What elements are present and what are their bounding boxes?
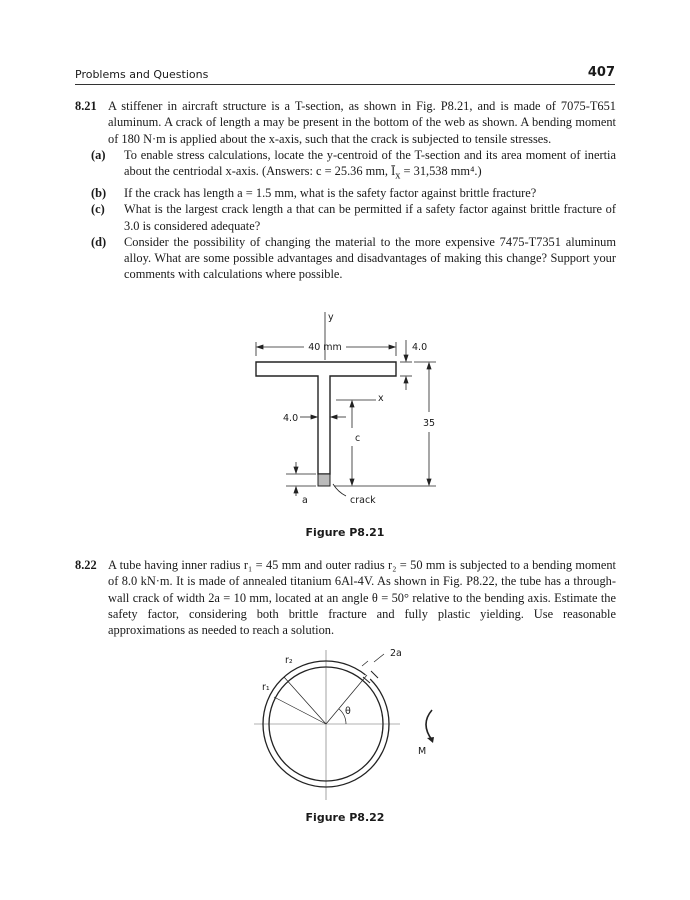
crack-region	[318, 474, 330, 486]
label-width: 40 mm	[308, 342, 342, 353]
part-label: (d)	[91, 234, 107, 249]
label-r1: r₁	[262, 682, 270, 693]
problem-statement: A stiffener in aircraft structure is a T-section, as shown in Fig. P8.21, and is made of 7075-T651 aluminum. A crack of length a may be present in the bottom of the web as shown. A bending moment of 180 N·m is applied about the x-axis, such that the crack is subjected to tensile stresses.	[108, 99, 616, 146]
figure-caption-p8-21: Figure P8.21	[305, 526, 385, 539]
part-text: Consider the possibility of changing the material to the more expensive 7475-T7351 aluminum alloy. What are some possible advantages and disadvantages of making this change? Support your comments with calculations where possible.	[124, 234, 616, 282]
problem-8-22	[75, 557, 616, 638]
figure-p8-22	[245, 645, 445, 805]
problem-number: 8.21	[75, 99, 97, 113]
r1-leader	[274, 697, 326, 724]
moment-arrowhead	[427, 737, 434, 743]
label-y: y	[328, 312, 334, 323]
part-label: (c)	[91, 202, 105, 217]
problem-8-21	[75, 98, 616, 283]
part-d	[75, 234, 616, 283]
part-c	[75, 201, 616, 234]
problem-statement: A tube having inner radius r₁ = 45 mm and outer radius r₂ = 50 mm is subjected to a bending moment of 8.0 kN·m. It is made of annealed titanium 6Al-4V. As shown in Fig. P8.22, the tube has a through-wall crack of width 2a = 10 mm, located at an angle θ = 50° relative to the bending axis. Estimate the safety factor, considering both brittle fracture and fully plastic yielding. Use reasonable approximations as needed to reach a solution.	[108, 558, 616, 638]
part-text: What is the largest crack length a that can be permitted if a safety factor against brittle fracture of 3.0 is considered adequate?	[124, 202, 616, 233]
t-section-outline	[256, 362, 396, 474]
label-flange-thickness: 4.0	[412, 342, 428, 353]
label-theta: θ	[345, 706, 351, 717]
problem-parts	[75, 147, 616, 283]
label-2a: 2a	[390, 648, 402, 659]
label-moment: M	[418, 746, 427, 757]
part-a	[75, 147, 616, 185]
page-number: 407	[587, 65, 615, 80]
label-crack: crack	[350, 495, 376, 506]
figure-p8-21	[245, 305, 445, 513]
label-x: x	[378, 393, 384, 404]
figure-caption-p8-22: Figure P8.22	[305, 811, 385, 824]
label-a: a	[302, 495, 308, 506]
moment-arrow	[426, 710, 432, 740]
part-label: (a)	[91, 147, 106, 162]
label-c: c	[355, 433, 361, 444]
part-label: (b)	[91, 185, 107, 200]
part-b	[75, 185, 616, 201]
header-rule	[75, 84, 615, 85]
running-header-title: Problems and Questions	[75, 68, 209, 81]
r2-leader	[284, 677, 326, 724]
label-web-thickness: 4.0	[283, 413, 299, 424]
label-r2: r₂	[285, 655, 293, 666]
part-text: To enable stress calculations, locate the y-centroid of the T-section and its area moment of inertia about the centriodal x-axis. (Answers: c = 25.36 mm, $Ī_x = 31,538$ mm⁴.)	[124, 147, 616, 182]
part-text: If the crack has length a = 1.5 mm, what is the safety factor against brittle fracture?	[124, 185, 537, 200]
label-height: 35	[422, 418, 436, 429]
problem-number: 8.22	[75, 558, 97, 572]
